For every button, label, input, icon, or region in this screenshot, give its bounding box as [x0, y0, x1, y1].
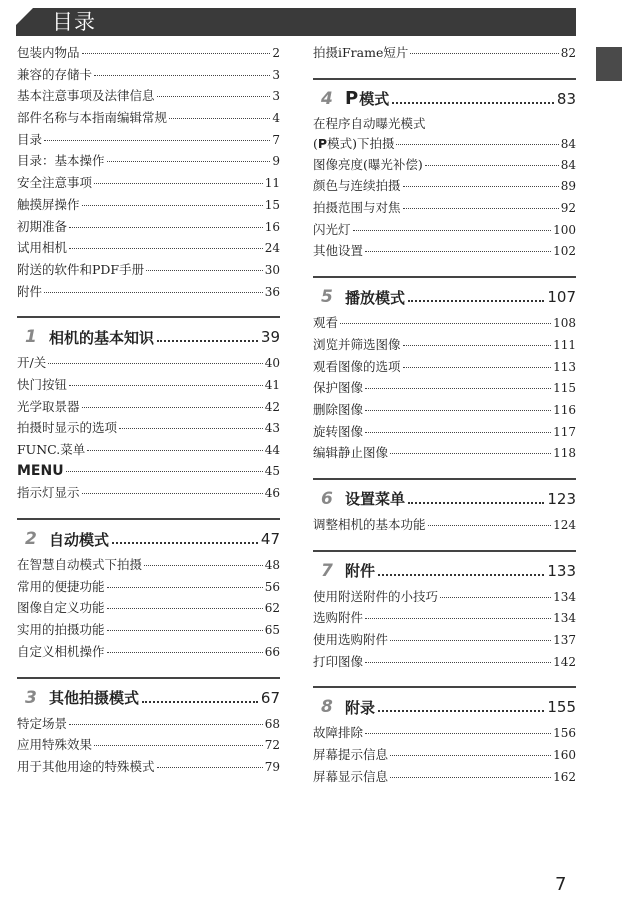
- toc-left-column: [17, 42, 280, 778]
- toc-entry[interactable]: 常用的便捷功能 56: [17, 578, 280, 594]
- toc-entry[interactable]: 观看图像的选项 113: [313, 358, 576, 374]
- toc-entry[interactable]: 观看 108: [313, 315, 576, 331]
- toc-entry[interactable]: 部件名称与本指南编辑常规 4: [17, 110, 280, 126]
- toc-entry[interactable]: 附件 36: [17, 283, 280, 299]
- toc-entry[interactable]: 图像自定义功能 62: [17, 600, 280, 616]
- toc-entry[interactable]: 屏幕显示信息 162: [313, 768, 576, 784]
- header-corner-notch: [16, 8, 33, 25]
- section-heading-7[interactable]: 7 附件 133: [313, 550, 576, 586]
- toc-entry[interactable]: 附送的软件和PDF手册 30: [17, 261, 280, 277]
- section-heading-3[interactable]: 3 其他拍摄模式 67: [17, 677, 280, 713]
- chapter-side-tab: [596, 47, 622, 81]
- toc-entry[interactable]: 屏幕提示信息 160: [313, 747, 576, 763]
- toc-entry[interactable]: 触摸屏操作 15: [17, 196, 280, 212]
- section-heading-5[interactable]: 5 播放模式 107: [313, 276, 576, 312]
- toc-entry[interactable]: 删除图像 116: [313, 401, 576, 417]
- toc-entry[interactable]: 兼容的存储卡 3: [17, 66, 280, 82]
- toc-header-bar: [16, 8, 576, 36]
- toc-entry[interactable]: 颜色与连续拍摄 89: [313, 178, 576, 194]
- toc-entry-menu[interactable]: MENU 45: [17, 462, 280, 479]
- toc-entry[interactable]: 拍摄iFrame短片 82: [313, 45, 576, 60]
- toc-entry[interactable]: 安全注意事项 11: [17, 175, 280, 191]
- toc-entry[interactable]: 试用相机 24: [17, 240, 280, 256]
- toc-entry[interactable]: 使用选购附件 137: [313, 632, 576, 647]
- toc-entry[interactable]: 特定场景 68: [17, 715, 280, 731]
- toc-entry[interactable]: 编辑静止图像 118: [313, 445, 576, 461]
- toc-entry[interactable]: 使用附送附件的小技巧 134: [313, 588, 576, 604]
- toc-entry[interactable]: 应用特殊效果 72: [17, 737, 280, 753]
- toc-entry[interactable]: 图像亮度(曝光补偿) 84: [313, 156, 576, 172]
- section-heading-4[interactable]: 4 P模式 83: [313, 78, 576, 114]
- toc-entry[interactable]: 保护图像 115: [313, 380, 576, 396]
- page-number: 7: [555, 874, 567, 895]
- section-heading-8[interactable]: 8 附录 155: [313, 686, 576, 722]
- toc-entry[interactable]: 初期准备 16: [17, 218, 280, 234]
- toc-entry[interactable]: 包装内物品 2: [17, 45, 280, 60]
- toc-entry[interactable]: 目录 7: [17, 131, 280, 147]
- toc-entry[interactable]: FUNC.菜单 44: [17, 442, 280, 457]
- section-heading-6[interactable]: 6 设置菜单 123: [313, 478, 576, 514]
- toc-entry[interactable]: 用于其他用途的特殊模式 79: [17, 758, 280, 774]
- toc-entry[interactable]: 故障排除 156: [313, 725, 576, 741]
- toc-entry[interactable]: 打印图像 142: [313, 653, 576, 669]
- toc-entry[interactable]: 实用的拍摄功能 65: [17, 622, 280, 638]
- toc-entry[interactable]: 旋转图像 117: [313, 423, 576, 439]
- toc-entry[interactable]: 闪光灯 100: [313, 221, 576, 237]
- intro-list: [17, 42, 280, 302]
- toc-entry[interactable]: 基本注意事项及法律信息 3: [17, 88, 280, 104]
- toc-right-column: [313, 42, 576, 787]
- toc-entry[interactable]: 调整相机的基本功能 124: [313, 516, 576, 532]
- toc-entry-multiline[interactable]: 在程序自动曝光模式 (P模式)下拍摄 84: [313, 115, 576, 151]
- toc-entry[interactable]: 光学取景器 42: [17, 398, 280, 414]
- toc-entry[interactable]: 快门按钮 41: [17, 376, 280, 392]
- toc-entry[interactable]: 开/关 40: [17, 355, 280, 371]
- toc-entry[interactable]: 拍摄时显示的选项 43: [17, 420, 280, 436]
- toc-entry[interactable]: 目录：基本操作 9: [17, 153, 280, 169]
- section-heading-2[interactable]: 2 自动模式 47: [17, 518, 280, 554]
- toc-entry[interactable]: 在智慧自动模式下拍摄 48: [17, 557, 280, 573]
- toc-entry[interactable]: 选购附件 134: [313, 610, 576, 626]
- page-title: 目录: [52, 10, 96, 34]
- toc-entry[interactable]: 浏览并筛选图像 111: [313, 336, 576, 352]
- toc-entry[interactable]: 其他设置 102: [313, 243, 576, 259]
- section-heading-1[interactable]: 1 相机的基本知识 39: [17, 316, 280, 352]
- toc-entry[interactable]: 指示灯显示 46: [17, 485, 280, 501]
- toc-entry[interactable]: 拍摄范围与对焦 92: [313, 200, 576, 216]
- p-mode-icon: P: [317, 135, 328, 151]
- toc-entry[interactable]: 自定义相机操作 66: [17, 643, 280, 659]
- p-mode-icon: P: [345, 88, 359, 110]
